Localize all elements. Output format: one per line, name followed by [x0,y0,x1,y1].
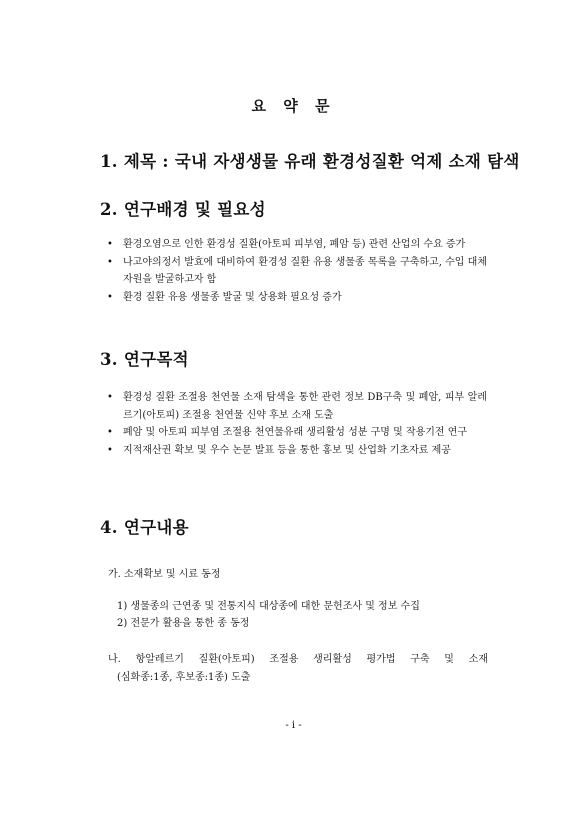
section-heading-content: 4. 연구내용 [100,518,189,537]
section-heading-background: 2. 연구배경 및 필요성 [100,200,266,219]
list-item [107,442,487,460]
section-heading-purpose: 3. 연구목적 [100,350,189,369]
list-item [107,389,487,424]
list-item [107,424,487,442]
list-item [107,236,487,254]
list-item-text: 나고야의정서 발효에 대비하여 환경성 질환 유용 생물종 목록을 구축하고, 수입 대체 자원을 발굴하고자 함 [123,256,487,285]
page-number: - i - [285,720,302,731]
document-title: 요 약 문 [251,97,336,115]
bullet-icon: • [107,427,113,438]
list-item-text: 폐암 및 아토피 피부염 조절용 천연물유래 생리활성 성분 구명 및 작용기전 연구 [123,427,468,438]
list-item-text: 환경성 질환 조절용 천연물 소재 탐색을 통한 관련 정보 DB구축 및 폐암, 피부 알레르기(아토피) 조절용 천연물 신약 후보 소재 도출 [123,392,487,421]
list-item-text: 지적재산권 확보 및 우수 논문 발표 등을 통한 홍보 및 산업화 기초자료 제공 [123,444,451,456]
bullet-icon: • [107,444,113,456]
bullet-icon: • [107,256,113,268]
content-subitem-2: 2) 전문가 활용을 통한 종 동정 [117,618,250,629]
content-item-ga: 가. 소재확보 및 시료 동정 [108,569,221,580]
list-item-text: 환경 질환 유용 생물종 발굴 및 상용화 필요성 증가 [123,291,342,303]
bullet-icon: • [107,291,113,303]
content-item-na-line2: (심화종:1종, 후보종:1종) 도출 [117,671,251,683]
content-item-na [108,651,488,686]
content-subitem-1: 1) 생물종의 근연종 및 전통지식 대상종에 대한 문헌조사 및 정보 수집 [117,601,420,612]
bullet-icon: • [107,392,113,403]
list-item-text: 환경오염으로 인한 환경성 질환(아토피 피부염, 폐암 등) 관련 산업의 수요 증가 [123,239,466,250]
background-bullet-list [107,236,487,306]
list-item [107,254,487,289]
content-item-na-line1: 나. 항알레르기 질환(아토피) 조절용 생리활성 평가법 구축 및 소재 [108,654,488,665]
bullet-icon: • [107,239,113,250]
list-item [107,289,487,307]
section-heading-title: 1. 제목 : 국내 자생생물 유래 환경성질환 억제 소재 탐색 [100,152,520,171]
purpose-bullet-list [107,389,487,459]
